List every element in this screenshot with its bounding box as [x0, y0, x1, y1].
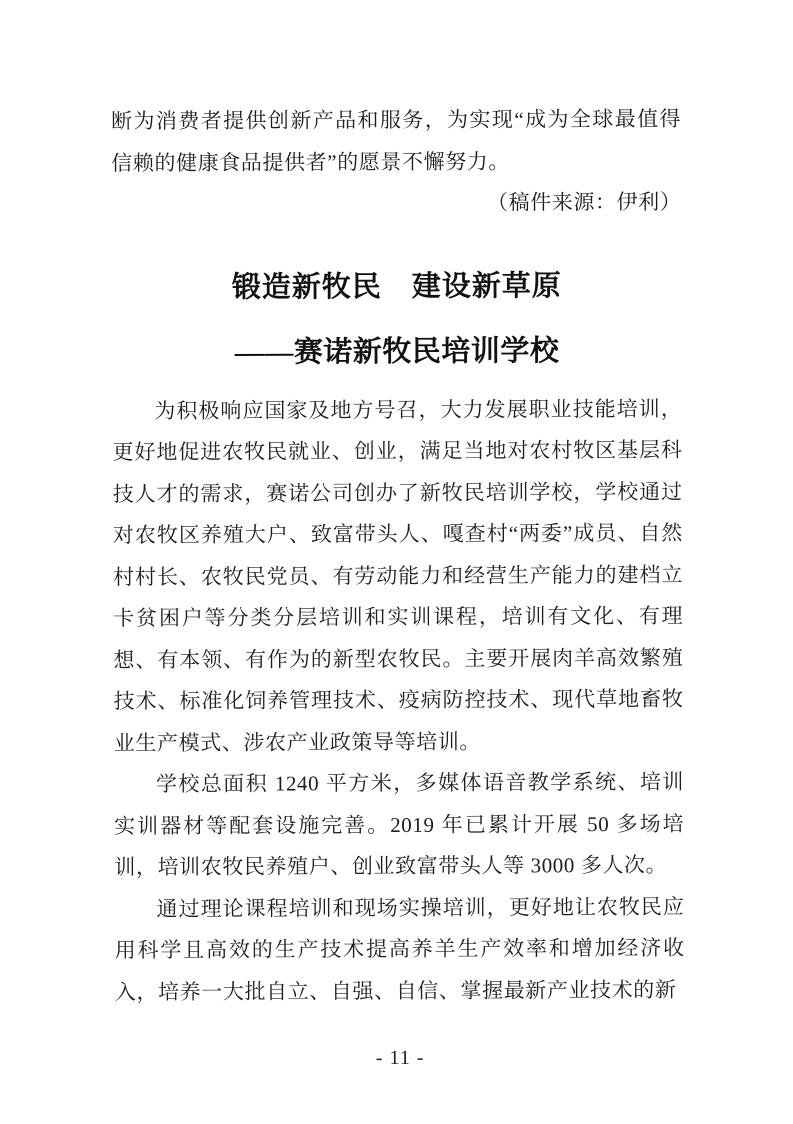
previous-article-closing-paragraph: 断为消费者提供创新产品和服务，为实现“成为全球最值得信赖的健康食品提供者”的愿景不懈努力。	[111, 106, 682, 175]
article-subtitle: ——赛诺新牧民培训学校	[234, 334, 560, 369]
source-attribution: （稿件来源：伊利）	[486, 189, 682, 215]
page-number: - 11 -	[375, 1046, 425, 1070]
article-paragraph-1: 为积极响应国家及地方号召，大力发展职业技能培训，更好地促进农牧民就业、创业，满足当地对农村牧区基层科技人才的需求，赛诺公司创办了新牧民培训学校，学校通过对农牧区养殖大户、致富带头人、嘎查村“两委”成员、自然村村长、农牧民党员、有劳动能力和经营生产能力的建档立卡贫困户等分类分层培训和实训课程，培训有文化、有理想、有本领、有作为的新型农牧民。主要开展肉羊高效繁殖技术、标准化饲养管理技术、疫病防控技术、现代草地畜牧业生产模式、涉农产业政策导等培训。	[112, 396, 684, 755]
article-paragraph-2: 学校总面积 1240 平方米，多媒体语音教学系统、培训实训器材等配套设施完善。2019 年已累计开展 50 多场培训，培训农牧民养殖户、创业致富带头人等 3000 多人次。	[114, 769, 685, 880]
article-title: 锻造新牧民 建设新草原	[231, 269, 562, 304]
article-paragraph-3: 通过理论课程培训和现场实操培训，更好地让农牧民应用科学且高效的生产技术提高养羊生产效率和增加经济收入，培养一大批自立、自强、自信、掌握最新产业技术的新	[114, 894, 685, 1004]
